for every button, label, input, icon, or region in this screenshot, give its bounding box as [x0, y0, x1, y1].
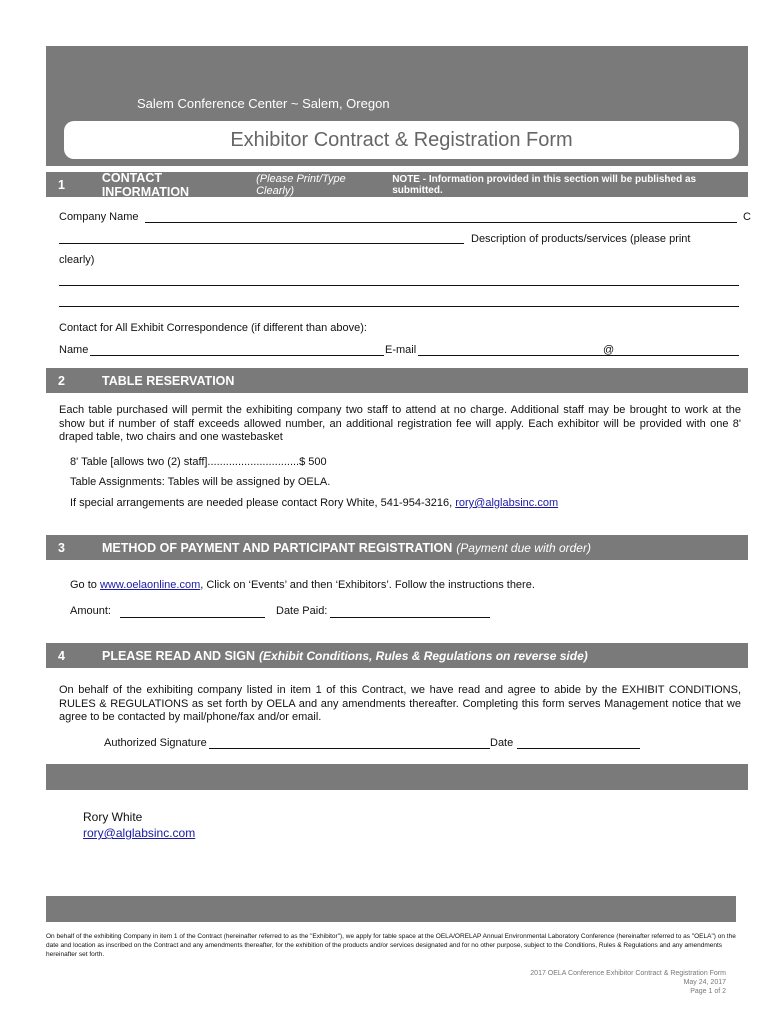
section-3-bar	[46, 535, 748, 560]
special-arrangements	[70, 497, 558, 509]
name-field[interactable]	[90, 355, 384, 356]
section-2-bar	[46, 368, 748, 393]
section-1-subtitle: (Please Print/Type Clearly)	[256, 172, 346, 197]
amount-field[interactable]	[120, 617, 265, 618]
table-reservation-paragraph: Each table purchased will permit the exhibiting company two staff to attend at no charge. Additional staff may be brought to work at the show but if number of staff exceeds allowed number, an additional registration fee will apply. Each exhibitor will be provided with one 8' draped table, two chairs and one wastebasket	[59, 404, 741, 443]
section-4-subtitle: (Exhibit Conditions, Rules & Regulations on reverse side)	[259, 648, 588, 663]
goto-prefix: Go to	[70, 579, 100, 591]
contact-name: Rory White	[83, 810, 143, 824]
signature-label: Authorized Signature	[104, 737, 207, 749]
company-name-label: Company Name	[59, 211, 139, 223]
section-1-bar	[46, 172, 748, 197]
description-field-2[interactable]	[59, 306, 739, 307]
date-field[interactable]	[517, 748, 640, 749]
table-assignments: Table Assignments: Tables will be assigned by OELA.	[70, 476, 331, 488]
footer-page: Page 1 of 2	[690, 988, 726, 995]
section-3-title: METHOD OF PAYMENT AND PARTICIPANT REGISTRATION	[102, 540, 453, 555]
section-4-title: PLEASE READ AND SIGN	[102, 648, 256, 663]
oela-website-link[interactable]: www.oelaonline.com	[99, 579, 201, 591]
gray-band-lower	[46, 896, 736, 922]
section-4-bar	[46, 643, 748, 668]
gray-band-upper	[46, 764, 748, 790]
section-1-number: 1	[58, 177, 65, 192]
goto-suffix: , Click on ‘Events’ and then ‘Exhibitors’. Follow the instructions there.	[200, 579, 535, 591]
form-title: Exhibitor Contract & Registration Form	[64, 121, 739, 159]
email-label: E-mail	[385, 344, 417, 356]
goto-instructions	[70, 579, 535, 591]
description-label: Description of products/services (please print	[471, 233, 691, 245]
email-field[interactable]	[418, 355, 739, 356]
section-1-note: NOTE - Information provided in this section will be published as submitted.	[392, 173, 697, 196]
section-2-title: TABLE RESERVATION	[102, 373, 235, 388]
footer-date: May 24, 2017	[683, 979, 726, 986]
at-sign: @	[603, 344, 615, 356]
footer-doc-name: 2017 OELA Conference Exhibitor Contract & Registration Form	[530, 970, 726, 977]
fine-print: On behalf of the exhibiting Company in item 1 of the Contract (hereinafter referred to as the "Exhibitor"), we apply for table space at the OELA/ORELAP Annual Environmental Laboratory Conference (hereinafter referred to as "OELA") on the date and location as inscribed on the Contract and any amendments thereafter, for the exhibition of the products and/or services designated and for no other purpose, subject to the Conditions, Rules & Regulations and any amendments hereinafter set forth.	[46, 933, 736, 958]
name-label: Name	[59, 344, 89, 356]
special-email-link[interactable]: rory@alglabsinc.com	[455, 497, 559, 509]
section-1-title: CONTACT INFORMATION	[101, 170, 190, 199]
company-name-field-2[interactable]	[59, 243, 464, 244]
venue-text: Salem Conference Center ~ Salem, Oregon	[137, 96, 390, 111]
cutoff-char: C	[743, 211, 751, 223]
company-name-field[interactable]	[145, 222, 737, 223]
contact-email-link[interactable]: rory@alglabsinc.com	[83, 826, 196, 840]
signature-field[interactable]	[209, 748, 490, 749]
table-price: 8' Table [allows two (2) staff]..............................$ 500	[70, 456, 327, 468]
section-2-number: 2	[58, 373, 65, 388]
date-paid-field[interactable]	[330, 617, 490, 618]
agreement-paragraph: On behalf of the exhibiting company listed in item 1 of this Contract, we have read and agree to abide by the EXHIBIT CONDITIONS, RULES & REGULATIONS as set forth by OELA and any amendments thereafter. Completing this form serves Management notice that we agree to be contacted by mail/phone/fax and/or email.	[59, 684, 741, 723]
page-footer	[326, 969, 726, 996]
description-label-cont: clearly)	[59, 254, 95, 266]
section-3-number: 3	[58, 540, 65, 555]
date-label: Date	[490, 737, 514, 749]
section-4-number: 4	[58, 648, 65, 663]
amount-label: Amount:	[70, 605, 111, 617]
contact-label: Contact for All Exhibit Correspondence (if different than above):	[59, 322, 367, 334]
section-3-subtitle: (Payment due with order)	[456, 540, 591, 555]
description-field-1[interactable]	[59, 285, 739, 286]
date-paid-label: Date Paid:	[276, 605, 328, 617]
special-arrangements-text: If special arrangements are needed please contact Rory White, 541-954-3216,	[70, 497, 456, 509]
